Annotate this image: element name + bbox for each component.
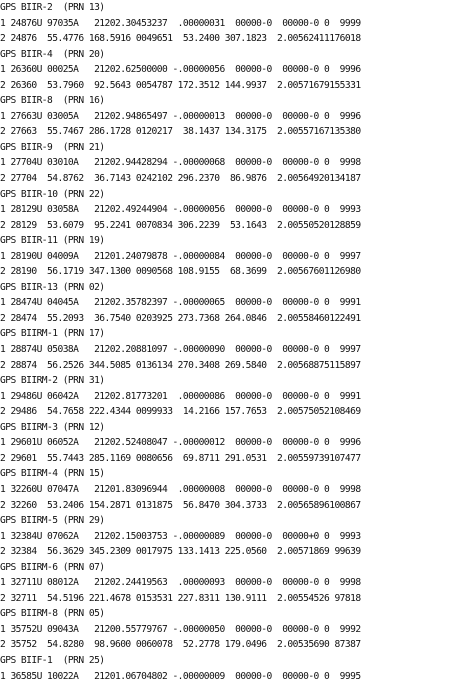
tle-line-1: 1 24876U 97035A 21202.30453237 .00000031 00000-0 00000-0 0 9999 bbox=[0, 17, 361, 29]
tle-line-2: 2 32711 54.5196 221.4678 0153531 227.8311 130.9111 2.00554526 97818 bbox=[0, 592, 361, 604]
tle-line-2: 2 28129 53.6079 95.2241 0070834 306.2239 53.1643 2.00550520128859 bbox=[0, 219, 361, 231]
satellite-name-line: GPS BIIRM-8 (PRN 05) bbox=[0, 608, 105, 620]
tle-line-1: 1 36585U 10022A 21201.06704802 -.00000009 00000-0 00000-0 0 9995 bbox=[0, 670, 361, 682]
satellite-name-line: GPS BIIRM-4 (PRN 15) bbox=[0, 468, 105, 480]
satellite-name-line: GPS BIIRM-2 (PRN 31) bbox=[0, 375, 105, 387]
tle-line-2: 2 35752 54.8280 98.9600 0060078 52.2778 179.0496 2.00535690 87387 bbox=[0, 639, 361, 651]
tle-line-2: 2 24876 55.4776 168.5916 0049651 53.2400 307.1823 2.00562411176018 bbox=[0, 33, 361, 45]
satellite-name-line: GPS BIIRM-6 (PRN 07) bbox=[0, 561, 105, 573]
tle-line-1: 1 32711U 08012A 21202.24419563 .00000093 00000-0 00000-0 0 9998 bbox=[0, 577, 361, 589]
satellite-name-line: GPS BIIR-11 (PRN 19) bbox=[0, 235, 105, 247]
tle-line-2: 2 32384 56.3629 345.2309 0017975 133.1413 225.0560 2.00571869 99639 bbox=[0, 546, 361, 558]
tle-line-1: 1 27704U 03010A 21202.94428294 -.00000068 00000-0 00000-0 0 9998 bbox=[0, 157, 361, 169]
tle-line-2: 2 32260 53.2406 154.2871 0131875 56.8470 304.3733 2.00565896100867 bbox=[0, 499, 361, 511]
tle-line-2: 2 29601 55.7443 285.1169 0080656 69.8711 291.0531 2.00559739107477 bbox=[0, 452, 361, 464]
satellite-name-line: GPS BIIR-9 (PRN 21) bbox=[0, 141, 105, 153]
satellite-name-line: GPS BIIF-1 (PRN 25) bbox=[0, 654, 105, 666]
tle-line-1: 1 32384U 07062A 21202.15003753 -.00000089 00000-0 00000+0 0 9993 bbox=[0, 530, 361, 542]
tle-line-2: 2 28474 55.2093 36.7540 0203925 273.7368 264.0846 2.00558460122491 bbox=[0, 312, 361, 324]
tle-line-1: 1 29601U 06052A 21202.52408047 -.00000012 00000-0 00000-0 0 9996 bbox=[0, 437, 361, 449]
tle-line-2: 2 26360 53.7960 92.5643 0054787 172.3512 144.9937 2.00571679155331 bbox=[0, 79, 361, 91]
tle-line-2: 2 29486 54.7658 222.4344 0099933 14.2166 157.7653 2.00575052108469 bbox=[0, 406, 361, 418]
satellite-name-line: GPS BIIR-2 (PRN 13) bbox=[0, 2, 105, 13]
tle-line-1: 1 32260U 07047A 21201.83096944 .00000008 00000-0 00000-0 0 9998 bbox=[0, 483, 361, 495]
satellite-name-line: GPS BIIRM-3 (PRN 12) bbox=[0, 421, 105, 433]
tle-line-1: 1 28190U 04009A 21201.24079878 -.00000084 00000-0 00000-0 0 9997 bbox=[0, 250, 361, 262]
tle-line-2: 2 27663 55.7467 286.1728 0120217 38.1437 134.3175 2.00557167135380 bbox=[0, 126, 361, 138]
tle-line-1: 1 27663U 03005A 21202.94865497 -.00000013 00000-0 00000-0 0 9996 bbox=[0, 110, 361, 122]
satellite-name-line: GPS BIIR-13 (PRN 02) bbox=[0, 281, 105, 293]
satellite-name-line: GPS BIIR-10 (PRN 22) bbox=[0, 188, 105, 200]
tle-line-2: 2 28190 56.1719 347.1300 0090568 108.9155 68.3699 2.00567601126980 bbox=[0, 266, 361, 278]
tle-line-1: 1 28129U 03058A 21202.49244904 -.00000056 00000-0 00000-0 0 9993 bbox=[0, 204, 361, 216]
satellite-name-line: GPS BIIR-4 (PRN 20) bbox=[0, 48, 105, 60]
satellite-name-line: GPS BIIR-8 (PRN 16) bbox=[0, 95, 105, 107]
tle-line-1: 1 29486U 06042A 21202.81773201 .00000086 00000-0 00000-0 0 9991 bbox=[0, 390, 361, 402]
tle-line-2: 2 28874 56.2526 344.5085 0136134 270.3408 269.5840 2.00568875115897 bbox=[0, 359, 361, 371]
tle-line-1: 1 35752U 09043A 21200.55779767 -.00000050 00000-0 00000-0 0 9992 bbox=[0, 623, 361, 635]
tle-line-1: 1 28874U 05038A 21202.20881097 -.00000090 00000-0 00000-0 0 9997 bbox=[0, 344, 361, 356]
tle-line-1: 1 26360U 00025A 21202.62500000 -.00000056 00000-0 00000-0 0 9996 bbox=[0, 64, 361, 76]
satellite-name-line: GPS BIIRM-5 (PRN 29) bbox=[0, 515, 105, 527]
tle-line-1: 1 28474U 04045A 21202.35782397 -.00000065 00000-0 00000-0 0 9991 bbox=[0, 297, 361, 309]
tle-line-2: 2 27704 54.8762 36.7143 0242102 296.2370 86.9876 2.00564920134187 bbox=[0, 173, 361, 185]
satellite-name-line: GPS BIIRM-1 (PRN 17) bbox=[0, 328, 105, 340]
